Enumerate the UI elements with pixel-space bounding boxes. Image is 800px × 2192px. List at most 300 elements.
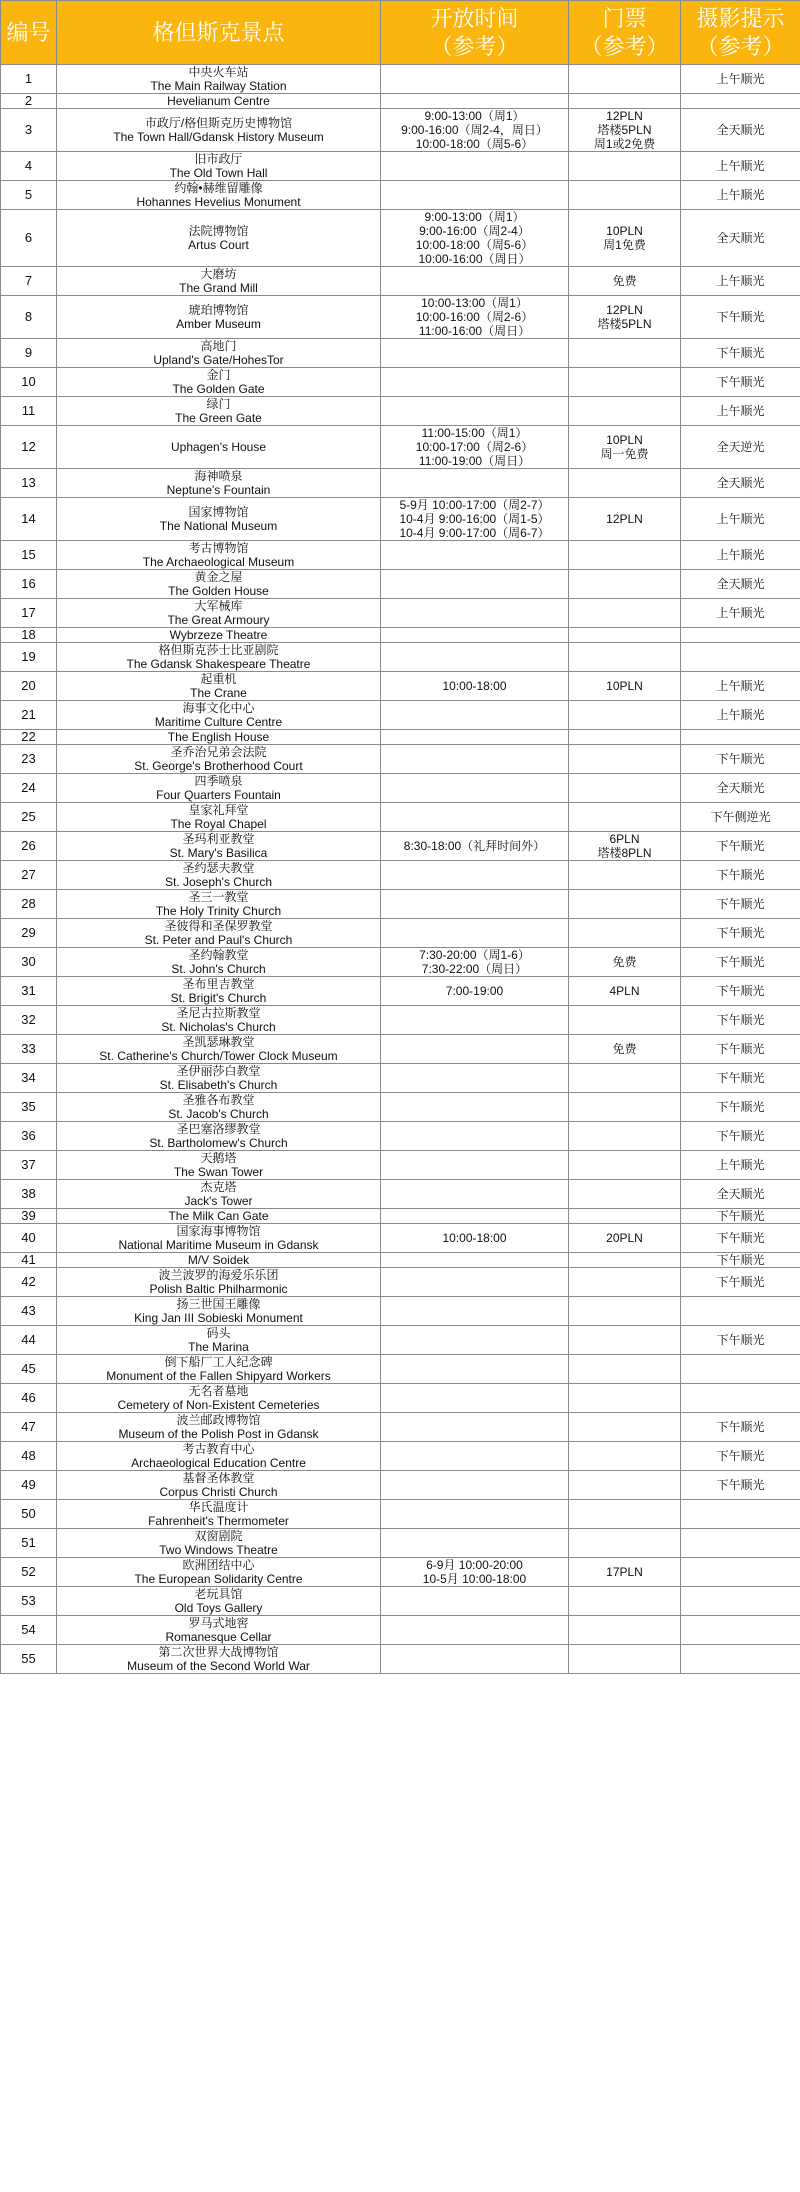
table-body — [1, 65, 800, 1674]
photo-tip-cell — [681, 296, 800, 339]
ticket-cell — [569, 672, 681, 701]
ticket-line: 塔楼5PLN — [597, 123, 652, 137]
row-number-cell — [1, 1122, 57, 1151]
photo-tip-cell — [681, 1326, 800, 1355]
site-name-en: Artus Court — [188, 238, 249, 252]
opening-hours-line: 10:00-18:00（周5-6） — [415, 238, 534, 252]
photo-tip: 全天逆光 — [716, 440, 765, 454]
row-number-cell — [1, 948, 57, 977]
photo-tip: 上午顺光 — [716, 512, 765, 526]
row-number-cell — [1, 570, 57, 599]
site-name-en: The Grand Mill — [179, 281, 258, 295]
site-name-en: The Crane — [190, 686, 247, 700]
table-row — [1, 570, 800, 599]
site-name-cn: 国家博物馆 — [188, 505, 249, 519]
table-row — [1, 1122, 800, 1151]
photo-tip-cell — [681, 94, 800, 109]
ticket-line: 塔楼5PLN — [597, 317, 652, 331]
row-number-cell — [1, 1064, 57, 1093]
row-number: 16 — [21, 576, 36, 591]
photo-tip: 下午顺光 — [716, 1449, 765, 1463]
ticket-cell — [569, 1064, 681, 1093]
table-row — [1, 1587, 800, 1616]
site-name-cn: 圣雅各布教堂 — [182, 1093, 255, 1107]
ticket-cell — [569, 1355, 681, 1384]
table-row — [1, 730, 800, 745]
site-name-cell — [57, 643, 381, 672]
site-name-cn: 圣三一教堂 — [188, 890, 249, 904]
opening-hours-cell — [381, 919, 569, 948]
opening-hours-cell — [381, 1500, 569, 1529]
photo-tip-cell — [681, 1209, 800, 1224]
ticket-line: 12PLN — [606, 109, 643, 123]
opening-hours-cell — [381, 1616, 569, 1645]
row-number-cell — [1, 267, 57, 296]
site-name-en: The Main Railway Station — [150, 79, 287, 93]
site-name-cell — [57, 1645, 381, 1674]
ticket-cell — [569, 1297, 681, 1326]
site-name-cell — [57, 1035, 381, 1064]
table-row — [1, 628, 800, 643]
table-row — [1, 1384, 800, 1413]
row-number: 44 — [21, 1332, 36, 1347]
site-name-cell — [57, 919, 381, 948]
table-row — [1, 1180, 800, 1209]
site-name-en: The Milk Can Gate — [168, 1209, 269, 1223]
table-row — [1, 1326, 800, 1355]
photo-tip: 下午顺光 — [716, 868, 765, 882]
row-number-cell — [1, 1209, 57, 1224]
ticket-cell — [569, 1268, 681, 1297]
row-number: 32 — [21, 1012, 36, 1027]
site-name-cell — [57, 339, 381, 368]
photo-tip-cell — [681, 774, 800, 803]
site-name-cn: 圣伊丽莎白教堂 — [176, 1064, 261, 1078]
photo-tip-cell — [681, 1253, 800, 1268]
table-row — [1, 426, 800, 469]
ticket-cell — [569, 1253, 681, 1268]
site-name-cell — [57, 181, 381, 210]
opening-hours-cell — [381, 339, 569, 368]
ticket-cell — [569, 977, 681, 1006]
table-row — [1, 1297, 800, 1326]
photo-tip-cell — [681, 181, 800, 210]
site-name-en: Wybrzeze Theatre — [169, 628, 268, 642]
opening-hours-cell — [381, 498, 569, 541]
row-number-cell — [1, 65, 57, 94]
row-number-cell — [1, 1326, 57, 1355]
ticket-cell — [569, 1093, 681, 1122]
opening-hours-cell — [381, 109, 569, 152]
photo-tip: 下午顺光 — [716, 1275, 765, 1289]
site-name-en: The Town Hall/Gdansk History Museum — [113, 130, 324, 144]
site-name-cell — [57, 1326, 381, 1355]
photo-tip-cell — [681, 339, 800, 368]
ticket-cell — [569, 1384, 681, 1413]
row-number-cell — [1, 1093, 57, 1122]
photo-tip-cell — [681, 701, 800, 730]
site-name-cell — [57, 1442, 381, 1471]
photo-tip-cell — [681, 890, 800, 919]
site-name-en: Old Toys Gallery — [174, 1601, 263, 1615]
site-name-cn: 圣约瑟夫教堂 — [182, 861, 255, 875]
site-name-cn: 无名者墓地 — [188, 1384, 249, 1398]
site-name-cn: 皇家礼拜堂 — [188, 803, 249, 817]
site-name-cn: 天鹅塔 — [200, 1151, 237, 1165]
ticket-cell — [569, 1209, 681, 1224]
photo-tip: 全天顺光 — [716, 1187, 765, 1201]
site-name-en: Upland's Gate/HohesTor — [153, 353, 284, 367]
row-number-cell — [1, 152, 57, 181]
opening-hours-line: 8:30-18:00（礼拜时间外） — [403, 839, 546, 853]
photo-tip-cell — [681, 1268, 800, 1297]
opening-hours-cell — [381, 1413, 569, 1442]
site-name-cn: 圣彼得和圣保罗教堂 — [164, 919, 273, 933]
opening-hours-line: 7:30-22:00（周日） — [421, 962, 528, 976]
ticket-line: 12PLN — [606, 303, 643, 317]
ticket-line: 周一免费 — [600, 447, 649, 461]
site-name-en: The Archaeological Museum — [142, 555, 295, 569]
site-name-cn: 基督圣体教堂 — [182, 1471, 255, 1485]
row-number: 8 — [24, 309, 33, 324]
site-name-cn: 金门 — [206, 368, 231, 382]
photo-tip-cell — [681, 1500, 800, 1529]
row-number-cell — [1, 368, 57, 397]
ticket-cell — [569, 774, 681, 803]
table-row — [1, 1035, 800, 1064]
photo-tip: 全天顺光 — [716, 476, 765, 490]
site-name-en: Hohannes Hevelius Monument — [136, 195, 301, 209]
ticket-line: 12PLN — [606, 512, 643, 526]
row-number: 6 — [24, 230, 33, 245]
header-hours: 开放时间 （参考） — [381, 1, 569, 65]
row-number-cell — [1, 628, 57, 643]
table-row — [1, 832, 800, 861]
site-name-cell — [57, 1151, 381, 1180]
row-number-cell — [1, 1616, 57, 1645]
ticket-line: 10PLN — [606, 433, 643, 447]
ticket-line: 6PLN — [609, 832, 640, 846]
row-number: 49 — [21, 1477, 36, 1492]
ticket-cell — [569, 498, 681, 541]
ticket-line: 17PLN — [606, 1565, 643, 1579]
site-name-cell — [57, 1122, 381, 1151]
ticket-cell — [569, 296, 681, 339]
photo-tip: 下午顺光 — [716, 1013, 765, 1027]
photo-tip-cell — [681, 861, 800, 890]
site-name-cn: 法院博物馆 — [188, 224, 249, 238]
opening-hours-cell — [381, 1224, 569, 1253]
row-number-cell — [1, 701, 57, 730]
site-name-cn: 老玩具馆 — [194, 1587, 243, 1601]
site-name-en: The Royal Chapel — [170, 817, 267, 831]
row-number-cell — [1, 498, 57, 541]
photo-tip-cell — [681, 1558, 800, 1587]
photo-tip: 下午顺光 — [716, 1100, 765, 1114]
photo-tip: 下午顺光 — [716, 897, 765, 911]
photo-tip: 下午顺光 — [716, 752, 765, 766]
ticket-cell — [569, 890, 681, 919]
site-name-en: King Jan III Sobieski Monument — [134, 1311, 303, 1325]
site-name-en: Hevelianum Centre — [167, 94, 270, 108]
site-name-en: Cemetery of Non-Existent Cemeteries — [117, 1398, 320, 1412]
site-name-cn: 黄金之屋 — [194, 570, 243, 584]
row-number-cell — [1, 1529, 57, 1558]
row-number-cell — [1, 1471, 57, 1500]
opening-hours-line: 11:00-15:00（周1） — [421, 426, 528, 440]
site-name-en: St. Jacob's Church — [168, 1107, 269, 1121]
ticket-cell — [569, 426, 681, 469]
site-name-cell — [57, 65, 381, 94]
row-number: 31 — [21, 983, 36, 998]
opening-hours-line: 9:00-16:00（周2-4，周日） — [401, 123, 548, 137]
opening-hours-cell — [381, 643, 569, 672]
photo-tip-cell — [681, 1122, 800, 1151]
site-name-cn: 圣乔治兄弟会法院 — [170, 745, 267, 759]
row-number: 17 — [21, 605, 36, 620]
ticket-cell — [569, 368, 681, 397]
photo-tip-cell — [681, 541, 800, 570]
row-number: 21 — [21, 707, 36, 722]
photo-tip-cell — [681, 210, 800, 267]
row-number-cell — [1, 643, 57, 672]
ticket-cell — [569, 1326, 681, 1355]
row-number-cell — [1, 339, 57, 368]
photo-tip-cell — [681, 919, 800, 948]
ticket-cell — [569, 397, 681, 426]
site-name-cn: 波兰波罗的海爱乐乐团 — [158, 1268, 279, 1282]
site-name-cn: 圣玛利亚教堂 — [182, 832, 255, 846]
ticket-cell — [569, 643, 681, 672]
site-name-cell — [57, 832, 381, 861]
header-no: 编号 — [1, 1, 57, 65]
site-name-en: The Holy Trinity Church — [155, 904, 282, 918]
table-row — [1, 1209, 800, 1224]
row-number-cell — [1, 1006, 57, 1035]
table-row — [1, 1006, 800, 1035]
opening-hours-line: 9:00-13:00（周1） — [424, 210, 525, 224]
row-number-cell — [1, 541, 57, 570]
ticket-cell — [569, 832, 681, 861]
row-number: 27 — [21, 867, 36, 882]
site-name-en: The Swan Tower — [173, 1165, 264, 1179]
ticket-cell — [569, 803, 681, 832]
row-number: 34 — [21, 1070, 36, 1085]
row-number: 28 — [21, 896, 36, 911]
site-name-en: The Marina — [188, 1340, 249, 1354]
photo-tip: 下午顺光 — [716, 346, 765, 360]
ticket-cell — [569, 210, 681, 267]
table-row — [1, 181, 800, 210]
row-number-cell — [1, 1151, 57, 1180]
ticket-cell — [569, 65, 681, 94]
site-name-cell — [57, 1529, 381, 1558]
ticket-cell — [569, 1529, 681, 1558]
site-name-cn: 考古博物馆 — [188, 541, 249, 555]
table-row — [1, 109, 800, 152]
row-number: 52 — [21, 1564, 36, 1579]
site-name-cell — [57, 730, 381, 745]
opening-hours-cell — [381, 745, 569, 774]
site-name-cell — [57, 1413, 381, 1442]
photo-tip: 下午顺光 — [716, 1478, 765, 1492]
site-name-cell — [57, 890, 381, 919]
row-number: 53 — [21, 1593, 36, 1608]
opening-hours-line: 7:30-20:00（周1-6） — [419, 948, 530, 962]
site-name-en: The Golden House — [168, 584, 269, 598]
opening-hours-cell — [381, 803, 569, 832]
ticket-cell — [569, 109, 681, 152]
site-name-cell — [57, 426, 381, 469]
site-name-en: The Old Town Hall — [169, 166, 268, 180]
row-number-cell — [1, 890, 57, 919]
table-row — [1, 152, 800, 181]
table-row — [1, 397, 800, 426]
row-number-cell — [1, 181, 57, 210]
site-name-en: Monument of the Fallen Shipyard Workers — [106, 1369, 331, 1383]
row-number-cell — [1, 1035, 57, 1064]
site-name-en: St. George's Brotherhood Court — [134, 759, 303, 773]
row-number: 40 — [21, 1230, 36, 1245]
photo-tip: 下午顺光 — [716, 1129, 765, 1143]
ticket-cell — [569, 1471, 681, 1500]
row-number: 43 — [21, 1303, 36, 1318]
site-name-cell — [57, 397, 381, 426]
ticket-cell — [569, 1442, 681, 1471]
site-name-en: The National Museum — [159, 519, 278, 533]
opening-hours-cell — [381, 267, 569, 296]
ticket-cell — [569, 1035, 681, 1064]
ticket-cell — [569, 1224, 681, 1253]
site-name-en: St. Catherine's Church/Tower Clock Museum — [99, 1049, 338, 1063]
row-number: 18 — [21, 627, 36, 642]
row-number-cell — [1, 1297, 57, 1326]
site-name-en: St. Mary's Basilica — [169, 846, 268, 860]
site-name-cn: 倒下船厂工人纪念碑 — [164, 1355, 273, 1369]
row-number-cell — [1, 1645, 57, 1674]
site-name-en: Jack's Tower — [184, 1194, 253, 1208]
site-name-cell — [57, 109, 381, 152]
row-number: 47 — [21, 1419, 36, 1434]
site-name-cn: 格但斯克莎士比亚剧院 — [158, 643, 279, 657]
ticket-cell — [569, 339, 681, 368]
site-name-en: The Green Gate — [175, 411, 262, 425]
row-number: 26 — [21, 838, 36, 853]
site-name-cell — [57, 628, 381, 643]
ticket-cell — [569, 570, 681, 599]
site-name-cell — [57, 701, 381, 730]
site-name-en: Neptune's Fountain — [166, 483, 271, 497]
photo-tip: 下午顺光 — [716, 984, 765, 998]
photo-tip-cell — [681, 1151, 800, 1180]
table-row — [1, 599, 800, 628]
row-number: 45 — [21, 1361, 36, 1376]
ticket-cell — [569, 599, 681, 628]
table-row — [1, 339, 800, 368]
opening-hours-cell — [381, 1529, 569, 1558]
ticket-cell — [569, 1645, 681, 1674]
site-name-cn: 圣尼古拉斯教堂 — [176, 1006, 261, 1020]
ticket-cell — [569, 152, 681, 181]
site-name-en: National Maritime Museum in Gdansk — [118, 1238, 319, 1252]
site-name-en: St. Peter and Paul's Church — [144, 933, 293, 947]
opening-hours-cell — [381, 1093, 569, 1122]
table-header — [1, 1, 800, 65]
site-name-cn: 中央火车站 — [188, 65, 249, 79]
opening-hours-cell — [381, 1645, 569, 1674]
site-name-en: Fahrenheit's Thermometer — [148, 1514, 289, 1528]
site-name-en: Polish Baltic Philharmonic — [149, 1282, 288, 1296]
row-number-cell — [1, 672, 57, 701]
ticket-cell — [569, 1180, 681, 1209]
site-name-en: M/V Soidek — [187, 1253, 250, 1267]
photo-tip-cell — [681, 1224, 800, 1253]
photo-tip-cell — [681, 1093, 800, 1122]
site-name-cn: 罗马式地窖 — [188, 1616, 249, 1630]
row-number: 37 — [21, 1157, 36, 1172]
row-number-cell — [1, 1253, 57, 1268]
site-name-cn: 考古教育中心 — [182, 1442, 255, 1456]
opening-hours-cell — [381, 1355, 569, 1384]
row-number: 10 — [21, 374, 36, 389]
table-row — [1, 469, 800, 498]
photo-tip-cell — [681, 948, 800, 977]
site-name-en: Four Quarters Fountain — [156, 788, 281, 802]
site-name-cell — [57, 1355, 381, 1384]
ticket-cell — [569, 1006, 681, 1035]
row-number: 3 — [24, 122, 33, 137]
photo-tip-cell — [681, 570, 800, 599]
photo-tip-cell — [681, 498, 800, 541]
row-number-cell — [1, 774, 57, 803]
row-number: 5 — [24, 187, 33, 202]
site-name-cn: 圣布里吉教堂 — [182, 977, 255, 991]
opening-hours-cell — [381, 890, 569, 919]
table-row — [1, 1442, 800, 1471]
site-name-en: St. Joseph's Church — [164, 875, 272, 889]
row-number: 29 — [21, 925, 36, 940]
site-name-cell — [57, 1224, 381, 1253]
row-number: 2 — [24, 93, 33, 108]
row-number-cell — [1, 397, 57, 426]
row-number-cell — [1, 803, 57, 832]
site-name-cn: 码头 — [206, 1326, 231, 1340]
site-name-cn: 华氏温度计 — [188, 1500, 249, 1514]
row-number: 35 — [21, 1099, 36, 1114]
photo-tip-cell — [681, 1442, 800, 1471]
site-name-cn: 海事文化中心 — [182, 701, 255, 715]
opening-hours-cell — [381, 1035, 569, 1064]
photo-tip-cell — [681, 267, 800, 296]
row-number-cell — [1, 210, 57, 267]
photo-tip-cell — [681, 977, 800, 1006]
row-number-cell — [1, 1558, 57, 1587]
row-number: 55 — [21, 1651, 36, 1666]
row-number: 38 — [21, 1186, 36, 1201]
opening-hours-cell — [381, 1064, 569, 1093]
header-photo: 摄影提示 （参考） — [681, 1, 800, 65]
row-number-cell — [1, 1224, 57, 1253]
table-row — [1, 1500, 800, 1529]
photo-tip-cell — [681, 832, 800, 861]
site-name-cn: 高地门 — [200, 339, 237, 353]
opening-hours-cell — [381, 94, 569, 109]
ticket-line: 免费 — [612, 955, 637, 969]
site-name-cell — [57, 296, 381, 339]
opening-hours-cell — [381, 1587, 569, 1616]
ticket-line: 10PLN — [606, 224, 643, 238]
ticket-cell — [569, 701, 681, 730]
